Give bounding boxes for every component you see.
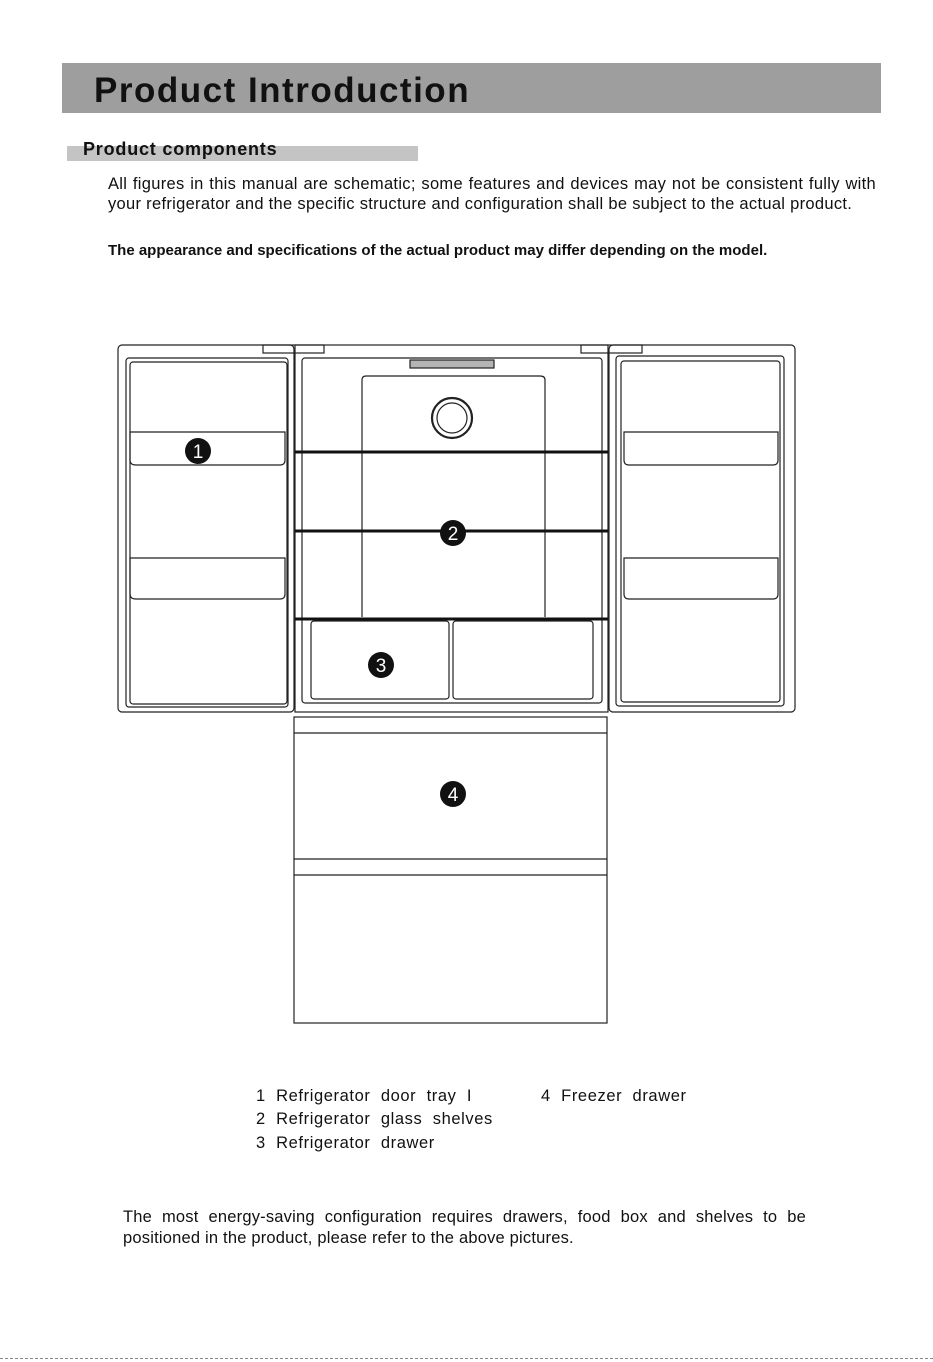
legend-item-2: 2 Refrigerator glass shelves [256, 1110, 493, 1128]
freezer-section [294, 717, 607, 1023]
right-hinge [581, 345, 642, 353]
legend-item-3: 3 Refrigerator drawer [256, 1134, 435, 1152]
svg-text:1: 1 [192, 442, 204, 463]
section-title: Product components [83, 139, 278, 159]
page-title: Product Introduction [94, 71, 471, 110]
callout-1 [185, 438, 211, 464]
back-panel [362, 376, 545, 617]
svg-text:3: 3 [375, 656, 387, 677]
svg-text:4: 4 [447, 785, 459, 806]
legend-item-4: 4 Freezer drawer [541, 1087, 687, 1105]
energy-note: The most energy-saving configuration requires drawers, food box and shelves to be positioned in the product, please refer to the above pictures. [123, 1208, 806, 1247]
svg-text:2: 2 [447, 524, 459, 545]
model-note: The appearance and specifications of the actual product may differ depending on the model. [108, 242, 768, 259]
right-door [609, 345, 795, 712]
dial-icon [432, 398, 472, 438]
fridge-drawer-right [453, 621, 593, 699]
intro-paragraph: All figures in this manual are schematic; some features and devices may not be consistent fully with your refrigerator and the specific structure and configuration shall be subject to the actual product. [108, 175, 876, 213]
bottom-rule [0, 1358, 933, 1359]
left-door [118, 345, 294, 712]
callout-3 [368, 652, 394, 678]
callout-2 [440, 520, 466, 546]
left-door-tray-lower [130, 558, 285, 599]
legend-item-1: 1 Refrigerator door tray I [256, 1087, 473, 1105]
right-door-tray-lower [624, 558, 778, 599]
right-door-tray-upper [624, 432, 778, 465]
callout-4 [440, 781, 466, 807]
top-vent [410, 360, 494, 368]
